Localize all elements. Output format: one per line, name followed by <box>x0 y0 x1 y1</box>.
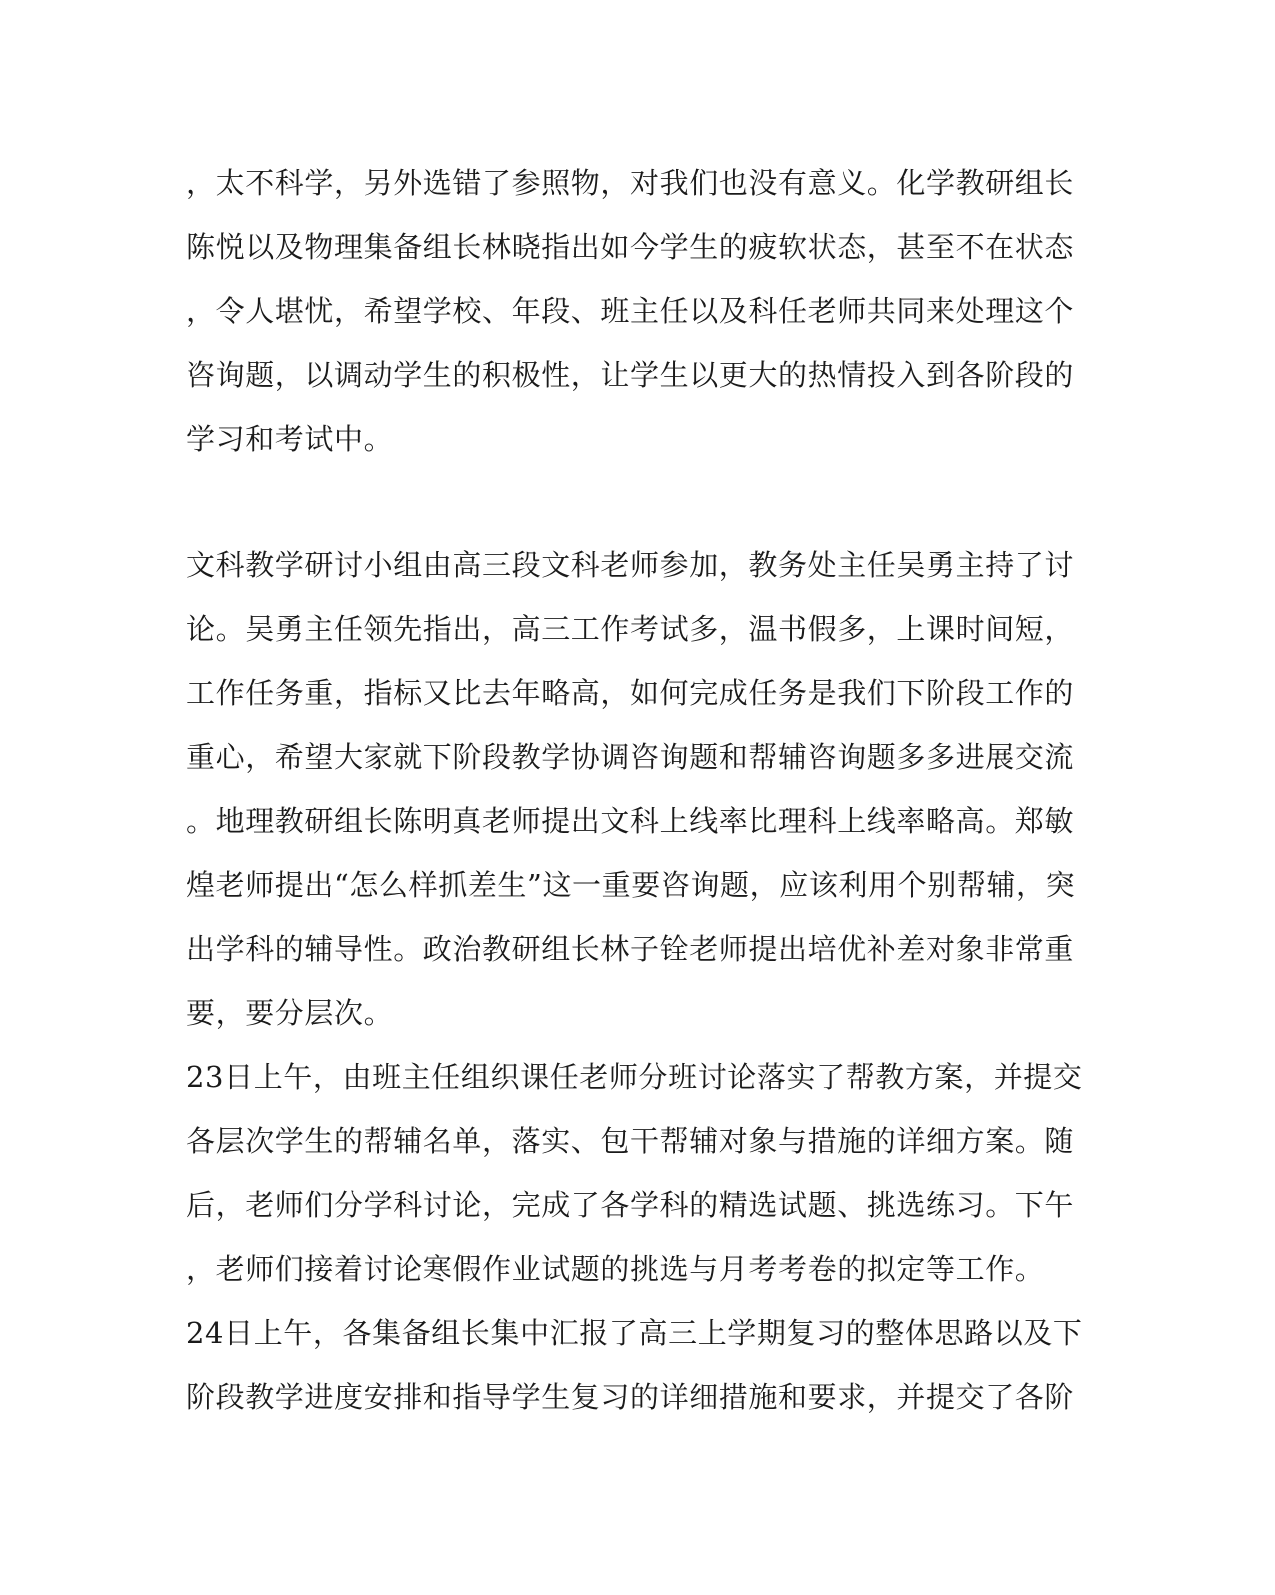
text-line: ，太不科学，另外选错了参照物，对我们也没有意义。化学教研组长 <box>186 166 1075 200</box>
text-line: 。地理教研组长陈明真老师提出文科上线率比理科上线率略高。郑敏 <box>186 804 1075 838</box>
text-line: 文科教学研讨小组由高三段文科老师参加，教务处主任吴勇主持了讨 <box>186 548 1075 582</box>
text-line: 煌老师提出“怎么样抓差生”这一重要咨询题，应该利用个别帮辅，突 <box>186 868 1076 902</box>
text-line: 学习和考试中。 <box>186 422 394 456</box>
text-line: 后，老师们分学科讨论，完成了各学科的精选试题、挑选练习。下午 <box>186 1188 1075 1222</box>
text-line: 23日上午，由班主任组织课任老师分班讨论落实了帮教方案，并提交 <box>186 1060 1083 1094</box>
text-line: 论。吴勇主任领先指出，高三工作考试多，温书假多，上课时间短， <box>186 612 1075 646</box>
text-line: 工作任务重，指标又比去年略高，如何完成任务是我们下阶段工作的 <box>186 676 1075 710</box>
text-line: ，令人堪忧，希望学校、年段、班主任以及科任老师共同来处理这个 <box>186 294 1075 328</box>
text-line: ，老师们接着讨论寒假作业试题的挑选与月考考卷的拟定等工作。 <box>186 1252 1045 1286</box>
text-line: 阶段教学进度安排和指导学生复习的详细措施和要求，并提交了各阶 <box>186 1380 1075 1414</box>
text-line: 要，要分层次。 <box>186 996 394 1030</box>
text-line: 出学科的辅导性。政治教研组长林子铨老师提出培优补差对象非常重 <box>186 932 1075 966</box>
text-line: 陈悦以及物理集备组长林晓指出如今学生的疲软状态，甚至不在状态 <box>186 230 1075 264</box>
text-line: 24日上午，各集备组长集中汇报了高三上学期复习的整体思路以及下 <box>186 1316 1083 1350</box>
text-line: 咨询题，以调动学生的积极性，让学生以更大的热情投入到各阶段的 <box>186 358 1075 392</box>
text-line: 重心，希望大家就下阶段教学协调咨询题和帮辅咨询题多多进展交流 <box>186 740 1075 774</box>
text-line: 各层次学生的帮辅名单，落实、包干帮辅对象与措施的详细方案。随 <box>186 1124 1075 1158</box>
